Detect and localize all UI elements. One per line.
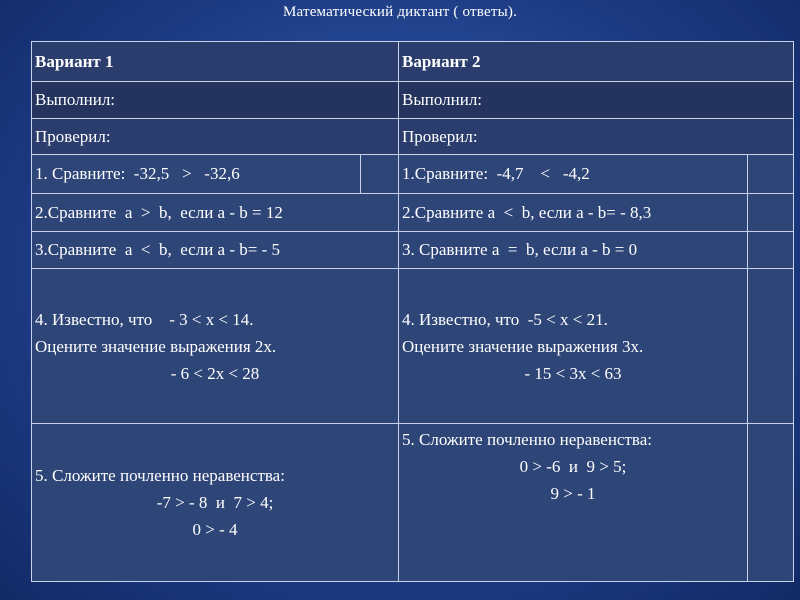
cell-q3-v2: 3. Сравните a = b, если a - b = 0 bbox=[399, 232, 748, 269]
table-row-checked bbox=[32, 119, 794, 155]
slide-title: Математический диктант ( ответы). bbox=[282, 4, 518, 20]
cell-done-v2: Выполнил: bbox=[399, 82, 794, 119]
table-row-q5 bbox=[32, 424, 794, 582]
table-row-done bbox=[32, 82, 794, 119]
cell-q3-v1: 3.Сравните a < b, если a - b= - 5 bbox=[32, 232, 399, 269]
table-row-q3 bbox=[32, 232, 794, 269]
cell-q2-v1: 2.Сравните a > b, если a - b = 12 bbox=[32, 194, 399, 232]
cell-q5-v1 bbox=[32, 424, 399, 582]
q5-v2-line-1: 5. Сложите почленно неравенства: bbox=[402, 430, 652, 449]
cell-checked-v1: Проверил: bbox=[32, 119, 399, 155]
header-variant-2: Вариант 2 bbox=[399, 42, 794, 82]
cell-q4-v1 bbox=[32, 269, 399, 424]
q5-v2-answer: 9 > - 1 bbox=[550, 484, 596, 503]
cell-q1-v1: 1. Сравните: -32,5 > -32,6 bbox=[32, 155, 361, 194]
q5-v1-line-1: 5. Сложите почленно неравенства: bbox=[35, 466, 285, 485]
table-header-row bbox=[32, 42, 794, 82]
cell-q1-v1-blank bbox=[361, 155, 399, 194]
q5-v1-line-2: -7 > - 8 и 7 > 4; bbox=[156, 493, 274, 512]
cell-q2-v2-blank bbox=[748, 194, 794, 232]
cell-q4-v2 bbox=[399, 269, 748, 424]
q4-v1-line-2: Оцените значение выражения 2х. bbox=[35, 336, 277, 356]
header-variant-1: Вариант 1 bbox=[32, 42, 399, 82]
table-row-q4 bbox=[32, 269, 794, 424]
answers-table bbox=[31, 41, 794, 582]
q4-v2-line-2: Оцените значение выражения 3х. bbox=[402, 336, 644, 356]
q5-v1-answer: 0 > - 4 bbox=[192, 520, 238, 539]
cell-done-v1: Выполнил: bbox=[32, 82, 399, 119]
q4-v2-line-1: 4. Известно, что -5 < x < 21. bbox=[402, 309, 608, 329]
cell-q3-v2-blank bbox=[748, 232, 794, 269]
cell-q1-v2-blank bbox=[748, 155, 794, 194]
cell-q1-v2: 1.Сравните: -4,7 < -4,2 bbox=[399, 155, 748, 194]
q4-v1-answer: - 6 < 2x < 28 bbox=[170, 363, 260, 383]
cell-q5-v2 bbox=[399, 424, 748, 582]
cell-q2-v2: 2.Сравните a < b, если a - b= - 8,3 bbox=[399, 194, 748, 232]
q4-v1-line-1: 4. Известно, что - 3 < x < 14. bbox=[35, 309, 254, 329]
cell-checked-v2: Проверил: bbox=[399, 119, 794, 155]
q5-v2-line-2: 0 > -6 и 9 > 5; bbox=[519, 457, 627, 476]
table-row-q2 bbox=[32, 194, 794, 232]
cell-q5-v2-blank bbox=[748, 424, 794, 582]
q4-v2-answer: - 15 < 3x < 63 bbox=[524, 363, 622, 383]
table-row-q1 bbox=[32, 155, 794, 194]
cell-q4-v2-blank bbox=[748, 269, 794, 424]
